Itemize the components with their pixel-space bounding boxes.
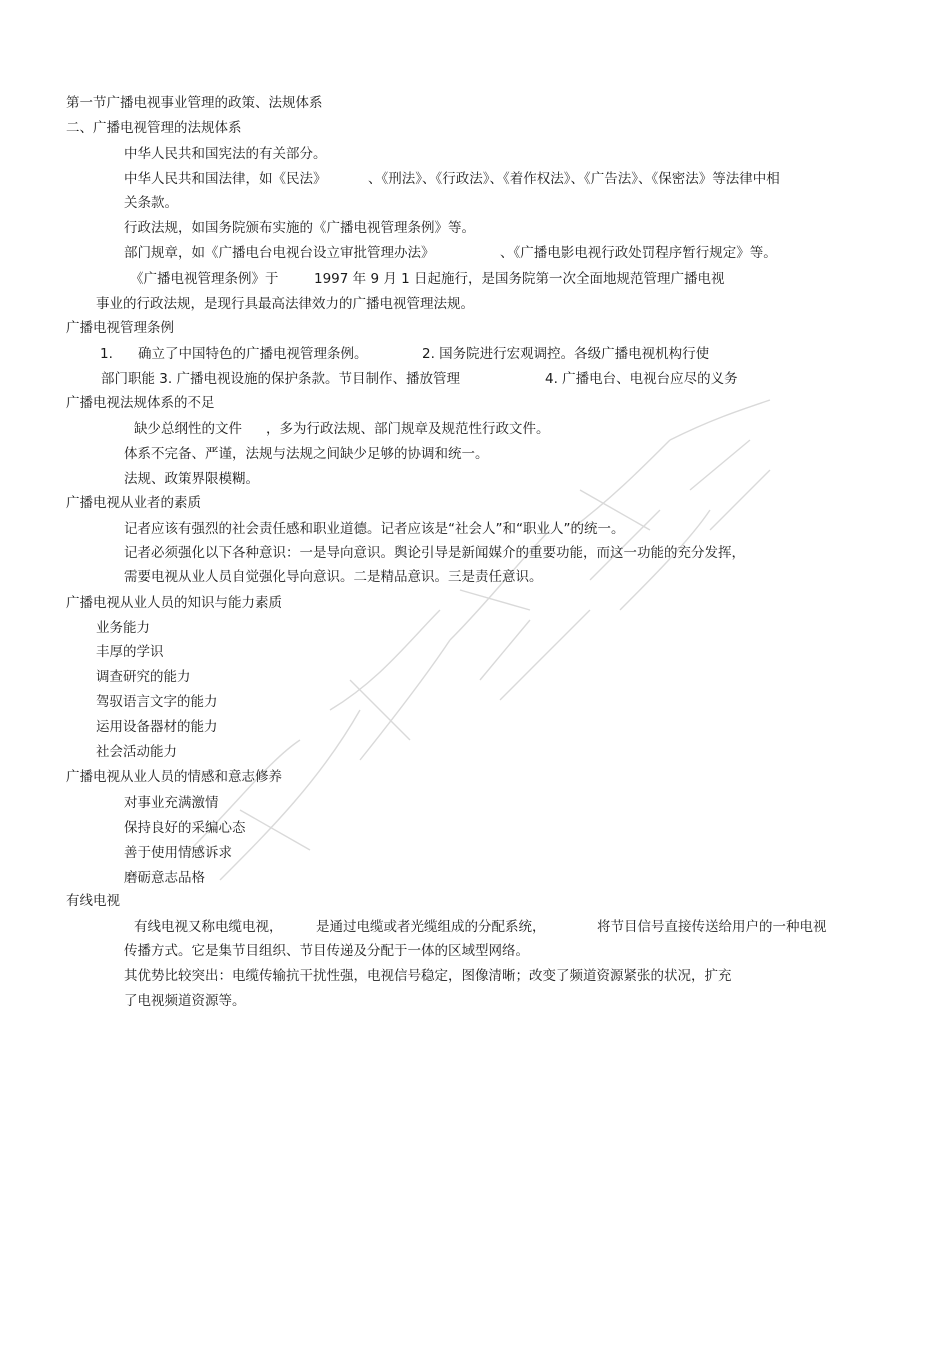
cable-line: 是通过电缆或者光缆组成的分配系统， <box>316 919 546 935</box>
emotion-item: 保持良好的采编心态 <box>124 820 246 836</box>
regulation-point-number: 1. <box>100 346 113 362</box>
ability-item: 业务能力 <box>96 620 150 636</box>
law-item: 、《广播电影电视行政处罚程序暂行规定》等。 <box>500 245 777 261</box>
ability-heading: 广播电视从业人员的知识与能力素质 <box>66 595 282 611</box>
law-item: 中华人民共和国宪法的有关部分。 <box>124 146 327 162</box>
cable-line: 有线电视又称电缆电视， <box>134 919 283 935</box>
cable-line: 传播方式。它是集节目组织、节目传递及分配于一体的区域型网络。 <box>124 943 529 959</box>
sub-title: 二、广播电视管理的法规体系 <box>66 120 242 136</box>
shortcoming-item: ，多为行政法规、部门规章及规范性行政文件。 <box>266 421 550 437</box>
cable-line: 其优势比较突出：电缆传输抗干扰性强，电视信号稳定，图像清晰；改变了频道资源紧张的状况，扩充 <box>124 968 732 984</box>
ability-item: 社会活动能力 <box>96 744 177 760</box>
regulation-point: 部门职能 3. 广播电视设施的保护条款。节目制作、播放管理 <box>101 371 460 387</box>
law-item: 中华人民共和国法律，如《民法》 <box>124 171 327 187</box>
ability-item: 丰厚的学识 <box>96 644 164 660</box>
regulation-heading: 广播电视管理条例 <box>66 320 174 336</box>
quality-line: 记者应该有强烈的社会责任感和职业道德。记者应该是“社会人”和“职业人”的统一。 <box>124 521 625 537</box>
cable-heading: 有线电视 <box>66 893 120 909</box>
regulation-intro: 《广播电视管理条例》于 <box>130 271 279 287</box>
regulation-point: 确立了中国特色的广播电视管理条例。 <box>138 346 368 362</box>
shortcoming-item: 体系不完备、严谨，法规与法规之间缺少足够的协调和统一。 <box>124 446 489 462</box>
regulation-point: 4. 广播电台、电视台应尽的义务 <box>545 371 738 387</box>
cable-line: 了电视频道资源等。 <box>124 993 246 1009</box>
emotion-item: 对事业充满激情 <box>124 795 219 811</box>
law-item: 行政法规，如国务院颁布实施的《广播电视管理条例》等。 <box>124 220 475 236</box>
law-item: 、《刑法》、《行政法》、《着作权法》、《广告法》、《保密法》等法律中相 <box>368 171 780 187</box>
quality-line: 记者必须强化以下各种意识：一是导向意识。舆论引导是新闻媒介的重要功能，而这一功能的充分发挥， <box>124 545 745 561</box>
quality-heading: 广播电视从业者的素质 <box>66 495 201 511</box>
ability-item: 调查研究的能力 <box>96 669 191 685</box>
cable-line: 将节目信号直接传送给用户的一种电视 <box>597 919 827 935</box>
regulation-intro: 事业的行政法规，是现行具最高法律效力的广播电视管理法规。 <box>96 296 474 312</box>
emotion-item: 磨砺意志品格 <box>124 870 205 886</box>
section-title: 第一节广播电视事业管理的政策、法规体系 <box>66 95 323 111</box>
shortcoming-item: 缺少总纲性的文件 <box>134 421 242 437</box>
ability-item: 运用设备器材的能力 <box>96 719 218 735</box>
regulation-intro: 1997 年 9 月 1 日起施行，是国务院第一次全面地规范管理广播电视 <box>314 271 725 287</box>
law-item: 部门规章，如《广播电台电视台设立审批管理办法》 <box>124 245 435 261</box>
law-item: 关条款。 <box>124 195 178 211</box>
shortcoming-heading: 广播电视法规体系的不足 <box>66 395 215 411</box>
regulation-point: 2. 国务院进行宏观调控。各级广播电视机构行使 <box>422 346 710 362</box>
quality-line: 需要电视从业人员自觉强化导向意识。二是精品意识。三是责任意识。 <box>124 569 543 585</box>
emotion-item: 善于使用情感诉求 <box>124 845 232 861</box>
emotion-heading: 广播电视从业人员的情感和意志修养 <box>66 769 282 785</box>
shortcoming-item: 法规、政策界限模糊。 <box>124 471 259 487</box>
ability-item: 驾驭语言文字的能力 <box>96 694 218 710</box>
